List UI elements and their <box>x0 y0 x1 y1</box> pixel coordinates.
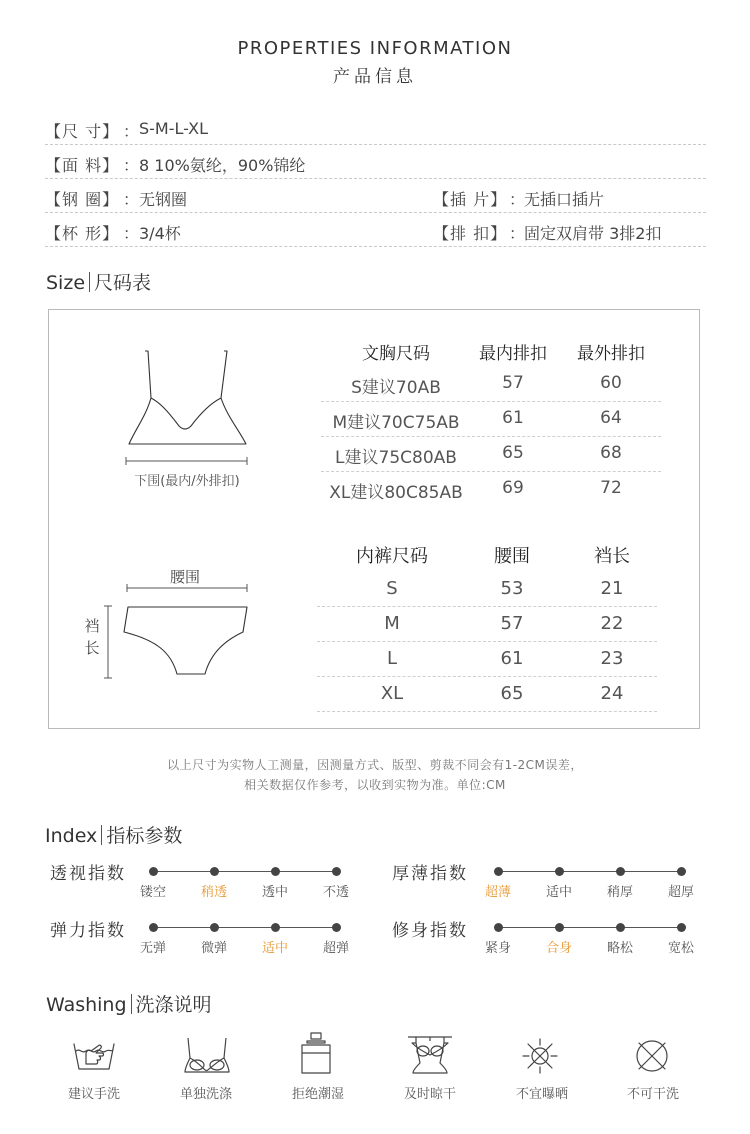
property-key: 【面 料】 <box>45 156 120 175</box>
property-key: 【钢 圈】 <box>45 190 120 209</box>
property-sep: ： <box>123 190 140 209</box>
index-option: 微弹 <box>200 941 227 956</box>
index-track <box>153 871 336 872</box>
property-key: 【排 扣】 <box>433 224 508 243</box>
size-note-line1: 以上尺寸为实物人工测量，因测量方式、版型、剪裁不同会有1-2CM误差， <box>167 758 583 772</box>
index-title-cn: 指标参数 <box>106 825 183 847</box>
property-key: 【尺 寸】 <box>45 122 120 141</box>
no-dry-clean-icon <box>634 1038 670 1074</box>
bra-cell-outer: 72 <box>600 478 622 498</box>
bra-cell-inner: 57 <box>502 373 524 393</box>
panty-cell-waist: 53 <box>500 578 524 599</box>
panty-header-waist: 腰围 <box>494 546 530 567</box>
property-value: 8 10%氨纶，90%锦纶 <box>139 156 306 175</box>
index-option: 镂空 <box>139 885 166 900</box>
index-option: 紧身 <box>484 941 511 956</box>
index-dot <box>271 923 280 932</box>
index-dot <box>677 923 686 932</box>
size-note-line2: 相关数据仅作参考，以收到实物为准。单位:CM <box>244 778 506 792</box>
index-option: 超薄 <box>484 885 511 900</box>
hand-wash-icon <box>72 1036 116 1074</box>
index-dot <box>494 867 503 876</box>
property-value: 无插口插片 <box>524 190 605 209</box>
index-dot <box>677 867 686 876</box>
index-option: 超弹 <box>322 941 349 956</box>
index-label: 弹力指数 <box>50 921 126 941</box>
panty-cell-length: 23 <box>600 648 624 669</box>
index-dot <box>616 867 625 876</box>
property-value: 固定双肩带 3排2扣 <box>524 224 662 243</box>
panty-cell-size: XL <box>380 683 404 704</box>
wash-label: 建议手洗 <box>67 1087 120 1102</box>
property-value: 3/4杯 <box>139 224 181 243</box>
index-option: 不透 <box>322 885 349 900</box>
index-label: 修身指数 <box>392 921 468 941</box>
index-dot <box>494 923 503 932</box>
bra-caption: 下围(最内/外排扣) <box>134 474 240 489</box>
title-divider <box>131 994 132 1014</box>
property-key: 【杯 形】 <box>45 224 120 243</box>
wash-separately-icon <box>182 1036 232 1076</box>
panty-length-label: 裆长 <box>84 617 100 657</box>
panty-cell-size: M <box>384 613 400 634</box>
wash-label: 不可干洗 <box>626 1087 679 1102</box>
index-option: 无弹 <box>139 941 166 956</box>
header-title-cn: 产品信息 <box>333 67 417 87</box>
index-option: 稍透 <box>200 885 227 900</box>
bra-header-size: 文胸尺码 <box>362 344 430 364</box>
index-dot <box>555 923 564 932</box>
index-dot <box>149 867 158 876</box>
index-dot <box>210 923 219 932</box>
avoid-damp-icon <box>299 1031 333 1075</box>
panty-cell-length: 22 <box>600 613 624 634</box>
property-value: 无钢圈 <box>139 190 188 209</box>
index-title-en: Index <box>45 825 98 847</box>
bra-cell-inner: 65 <box>502 443 524 463</box>
index-option: 合身 <box>545 941 572 956</box>
index-option: 适中 <box>545 885 572 900</box>
no-sun-icon <box>521 1037 559 1075</box>
panty-header-length: 裆长 <box>594 546 630 567</box>
index-dot <box>149 923 158 932</box>
property-sep: ： <box>509 190 526 209</box>
bra-cell-inner: 61 <box>502 408 524 428</box>
panty-cell-waist: 65 <box>500 683 524 704</box>
index-dot <box>332 923 341 932</box>
panty-header-size: 内裤尺码 <box>356 546 428 567</box>
wash-label: 单独洗涤 <box>179 1087 232 1102</box>
property-sep: ： <box>123 122 140 141</box>
panty-waist-label: 腰围 <box>169 568 200 586</box>
size-title-en: Size <box>46 272 86 294</box>
index-option: 稍厚 <box>606 885 633 900</box>
size-title-cn: 尺码表 <box>94 272 152 294</box>
property-sep: ： <box>509 224 526 243</box>
property-key: 【插 片】 <box>433 190 508 209</box>
bra-cell-size: XL建议80C85AB <box>329 483 463 503</box>
index-label: 透视指数 <box>50 864 126 884</box>
wash-label: 不宜曝晒 <box>515 1087 568 1102</box>
header-title-en: PROPERTIES INFORMATION <box>237 38 513 59</box>
index-option: 超厚 <box>667 885 694 900</box>
index-option: 宽松 <box>667 941 694 956</box>
index-option: 略松 <box>606 941 633 956</box>
washing-section-title <box>46 990 212 1017</box>
panty-cell-waist: 57 <box>500 613 524 634</box>
index-option: 适中 <box>261 941 288 956</box>
index-dot <box>210 867 219 876</box>
bra-cell-outer: 64 <box>600 408 622 428</box>
index-label: 厚薄指数 <box>392 864 468 884</box>
bra-cell-size: M建议70C75AB <box>332 413 460 433</box>
panty-cell-waist: 61 <box>500 648 524 669</box>
property-sep: ： <box>123 156 140 175</box>
index-track <box>153 927 336 928</box>
wash-label: 拒绝潮湿 <box>291 1087 344 1102</box>
index-track <box>498 871 681 872</box>
index-dot <box>616 923 625 932</box>
washing-title-cn: 洗涤说明 <box>135 994 212 1016</box>
index-dot <box>332 867 341 876</box>
bra-header-outer: 最外排扣 <box>577 344 645 364</box>
index-dot <box>555 867 564 876</box>
hang-dry-icon <box>406 1033 454 1077</box>
bra-header-inner: 最内排扣 <box>479 344 547 364</box>
panty-cell-size: L <box>386 648 398 669</box>
bra-cell-outer: 60 <box>600 373 622 393</box>
panty-cell-size: S <box>386 578 398 599</box>
bra-cell-size: S建议70AB <box>351 378 441 398</box>
index-dot <box>271 867 280 876</box>
panty-cell-length: 21 <box>600 578 624 599</box>
index-track <box>498 927 681 928</box>
bra-cell-size: L建议75C80AB <box>335 448 457 468</box>
wash-label: 及时晾干 <box>403 1087 456 1102</box>
bra-cell-outer: 68 <box>600 443 622 463</box>
index-option: 透中 <box>261 885 288 900</box>
bra-cell-inner: 69 <box>502 478 524 498</box>
panty-cell-length: 24 <box>600 683 624 704</box>
washing-title-en: Washing <box>46 994 127 1016</box>
property-sep: ： <box>123 224 140 243</box>
property-value: S-M-L-XL <box>139 119 208 138</box>
